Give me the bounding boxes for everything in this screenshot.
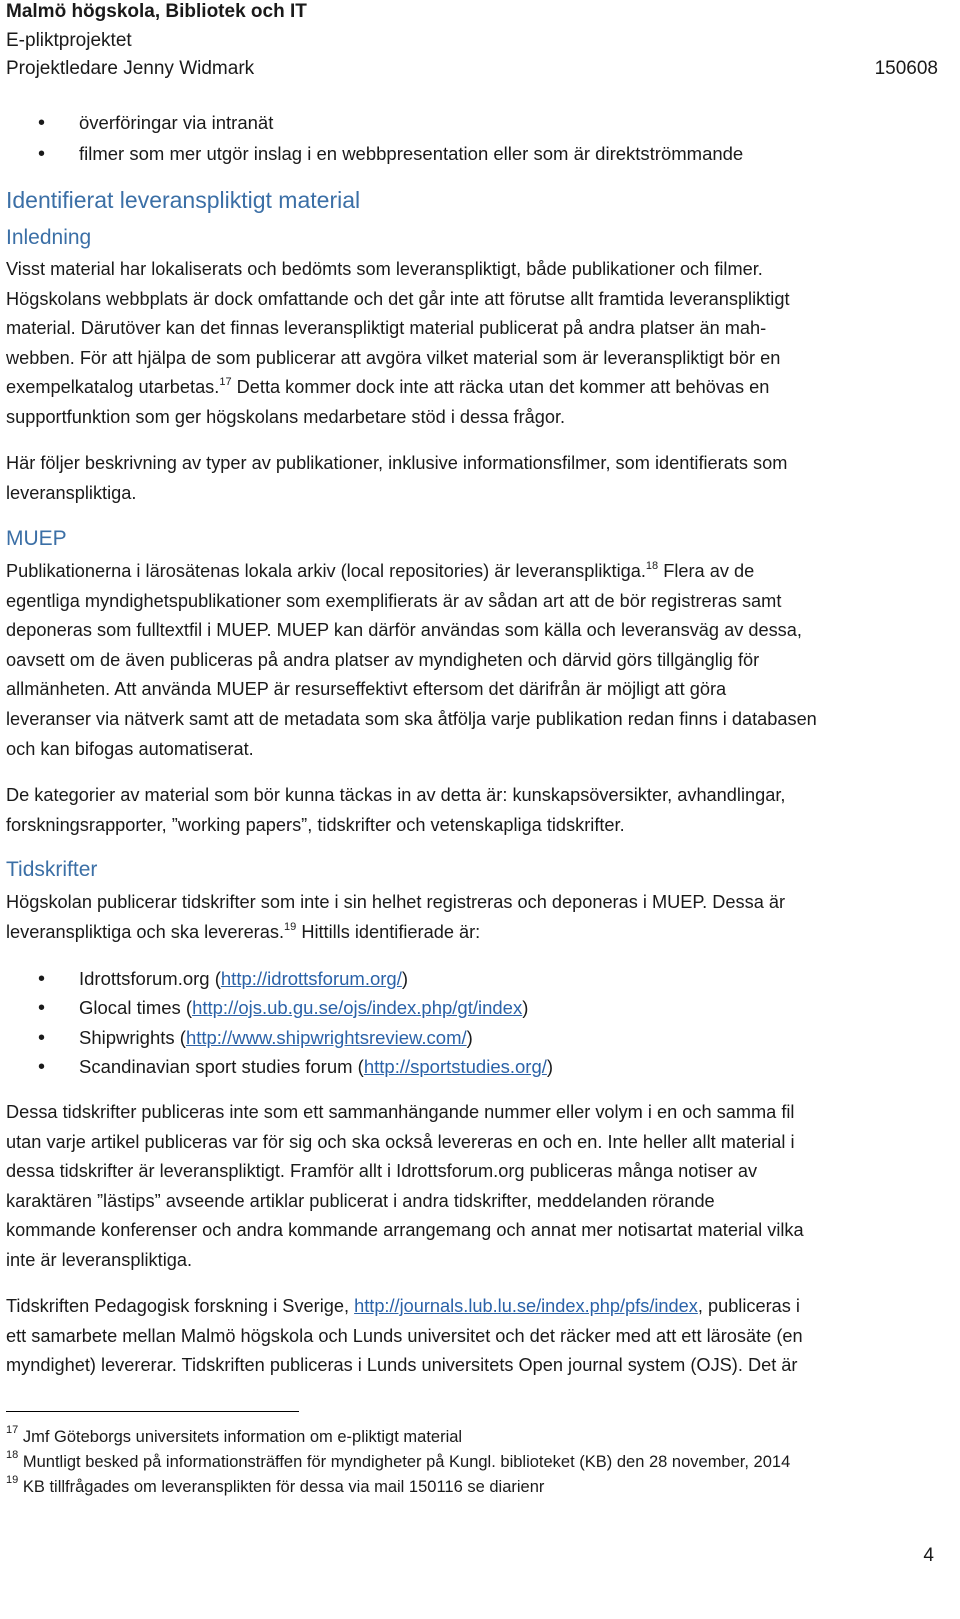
journal-name: Glocal times ( <box>79 997 193 1018</box>
paragraph-tidskrifter-3 <box>6 1292 936 1381</box>
footnote-number: 19 <box>6 1473 19 1486</box>
text-line: deponeras som fulltextfil i MUEP. MUEP kan därför användas som källa och leveransväg av dessa, <box>6 620 802 641</box>
text-segment: leveranspliktiga och ska levereras. <box>6 921 284 942</box>
journal-entry <box>79 1023 473 1053</box>
footnote-reference[interactable]: 19 <box>284 920 297 933</box>
footnote <box>6 1450 790 1474</box>
journal-name: Shipwrights ( <box>79 1027 186 1048</box>
paragraph-tidskrifter-1 <box>6 888 936 947</box>
journal-name: Idrottsforum.org ( <box>79 968 221 989</box>
text-line <box>6 1292 936 1322</box>
bullet-icon: • <box>38 112 46 134</box>
footnote-reference[interactable]: 18 <box>645 559 659 572</box>
closing-paren: ) <box>522 997 529 1018</box>
journal-link[interactable]: http://journals.lub.lu.se/index.php/pfs/index <box>354 1296 698 1316</box>
paragraph-inledning-1 <box>6 255 936 433</box>
text-line <box>6 373 936 403</box>
text-segment: Publikationerna i lärosätenas lokala arkiv (local repositories) är leveranspliktiga. <box>6 561 646 581</box>
text-line: Här följer beskrivning av typer av publikationer, inklusive informationsfilmer, som identifierats som <box>6 453 788 473</box>
text-line <box>6 557 936 587</box>
text-line: De kategorier av material som bör kunna täckas in av detta är: kunskapsöversikter, avhandlingar, <box>6 785 786 805</box>
text-line: myndighet) levererar. Tidskriften publiceras i Lunds universitets Open journal system (OJS). Det är <box>6 1355 798 1376</box>
closing-paren: ) <box>466 1027 473 1048</box>
text-line: inte är leveranspliktiga. <box>6 1249 193 1270</box>
text-segment: Detta kommer dock inte att räcka utan det kommer att behövas en <box>236 377 770 398</box>
text-line: och kan bifogas automatiserat. <box>6 738 254 759</box>
paragraph-muep-2 <box>6 781 936 840</box>
footnote-text: KB tillfrågades om leveransplikten för dessa via mail 150116 se diarienr <box>22 1478 545 1496</box>
closing-paren: ) <box>546 1056 554 1077</box>
text-line: utan varje artikel publiceras var för sig och ska också levereras en och en. Inte heller allt material i <box>6 1131 795 1152</box>
footnote-number: 18 <box>6 1448 19 1461</box>
header-project: E-pliktprojektet <box>6 30 132 51</box>
header-organization: Malmö högskola, Bibliotek och IT <box>6 1 307 22</box>
text-line: egentliga myndighetspublikationer som exemplifierats är av sådan art att de bör registreras samt <box>6 590 782 611</box>
text-segment: Tidskriften Pedagogisk forskning i Sverige, <box>6 1296 350 1316</box>
journal-name: Scandinavian sport studies forum ( <box>79 1056 364 1077</box>
text-segment: exempelkatalog utarbetas. <box>6 377 220 398</box>
text-line: ett samarbete mellan Malmö högskola och Lunds universitet och det räcker med att ett lärosäte (en <box>6 1325 803 1346</box>
text-segment: , publiceras i <box>697 1296 800 1316</box>
paragraph-inledning-2 <box>6 449 936 508</box>
list-item-text: överföringar via intranät <box>79 112 274 133</box>
header-project-lead: Projektledare Jenny Widmark <box>6 58 255 79</box>
text-segment: Hittills identifierade är: <box>301 921 481 942</box>
footnote-separator <box>6 1411 299 1412</box>
list-item-text: filmer som mer utgör inslag i en webbpresentation eller som är direktströmmande <box>79 143 744 164</box>
bullet-icon: • <box>38 1027 46 1049</box>
text-line: Högskolan publicerar tidskrifter som inte i sin helhet registreras och deponeras i MUEP. Dessa är <box>6 892 786 912</box>
subheading-muep: MUEP <box>6 527 67 550</box>
footnote <box>6 1425 462 1449</box>
journal-entry <box>79 964 408 994</box>
header-date: 150608 <box>874 58 938 79</box>
text-segment: Flera av de <box>663 561 755 581</box>
footnote-text: Muntligt besked på informationsträffen för myndigheter på Kungl. biblioteket (KB) den 28 november, 2014 <box>22 1453 791 1471</box>
closing-paren: ) <box>401 968 409 989</box>
text-line: material. Därutöver kan det finnas leveranspliktigt material publicerat på andra platser än mah- <box>6 318 767 339</box>
bullet-icon: • <box>38 968 46 990</box>
journal-link[interactable]: http://ojs.ub.gu.se/ojs/index.php/gt/index <box>192 997 523 1018</box>
journal-list-item <box>0 1023 960 1053</box>
text-line: leveranser via nätverk samt att de metadata som ska åtfölja varje publikation redan finns i databasen <box>6 708 817 729</box>
journal-entry <box>79 993 528 1023</box>
footnote-number: 17 <box>6 1423 19 1436</box>
text-line: forskningsrapporter, ”working papers”, tidskrifter och vetenskapliga tidskrifter. <box>6 814 625 835</box>
journal-link[interactable]: http://sportstudies.org/ <box>363 1056 547 1077</box>
journal-entry <box>79 1052 553 1082</box>
journal-list-item <box>0 1052 960 1082</box>
journal-link[interactable]: http://idrottsforum.org/ <box>220 968 402 989</box>
journal-link[interactable]: http://www.shipwrightsreview.com/ <box>185 1027 467 1048</box>
footnote <box>6 1475 544 1499</box>
journal-list-item <box>0 993 960 1023</box>
paragraph-tidskrifter-2 <box>6 1098 936 1276</box>
footnote-text: Jmf Göteborgs universitets information om e-pliktigt material <box>22 1428 463 1446</box>
subheading-inledning: Inledning <box>6 226 92 249</box>
footnote-reference[interactable]: 17 <box>219 376 232 389</box>
text-line <box>6 918 936 948</box>
text-line: Högskolans webbplats är dock omfattande och det går inte att förutse allt framtida leveranspliktigt <box>6 288 790 309</box>
text-line: Visst material har lokaliserats och bedömts som leveranspliktigt, både publikationer och filmer. <box>6 259 763 279</box>
paragraph-muep-1 <box>6 557 936 764</box>
text-line: leveranspliktiga. <box>6 482 137 503</box>
text-line: karaktären ”lästips” avseende artiklar publicerat i andra tidskrifter, meddelanden rörande <box>6 1190 715 1211</box>
text-line: oavsett om de även publiceras på andra platser av myndigheten och därvid görs tillgänglig för <box>6 649 760 670</box>
text-line: webben. För att hjälpa de som publicerar att avgöra vilket material som är leveranspliktigt bör en <box>6 347 781 368</box>
text-line: supportfunktion som ger högskolans medarbetare stöd i dessa frågor. <box>6 406 566 427</box>
journal-list-item <box>0 964 960 994</box>
bullet-icon: • <box>38 997 46 1019</box>
text-line: Dessa tidskrifter publiceras inte som ett sammanhängande nummer eller volym i en och samma fil <box>6 1102 795 1122</box>
text-line: allmänheten. Att använda MUEP är resurseffektivt eftersom det därifrån är möjligt att göra <box>6 679 727 700</box>
text-line: kommande konferenser och andra kommande arrangemang och annat mer notisartat material vilka <box>6 1220 804 1241</box>
section-heading: Identifierat leveranspliktigt material <box>6 187 361 213</box>
bullet-icon: • <box>38 1056 46 1078</box>
page-number: 4 <box>923 1545 934 1566</box>
bullet-icon: • <box>38 143 46 165</box>
list-item <box>0 108 960 138</box>
list-item <box>0 139 960 169</box>
text-line: dessa tidskrifter är leveranspliktigt. Framför allt i Idrottsforum.org publiceras många notiser av <box>6 1161 758 1182</box>
subheading-tidskrifter: Tidskrifter <box>6 858 98 881</box>
